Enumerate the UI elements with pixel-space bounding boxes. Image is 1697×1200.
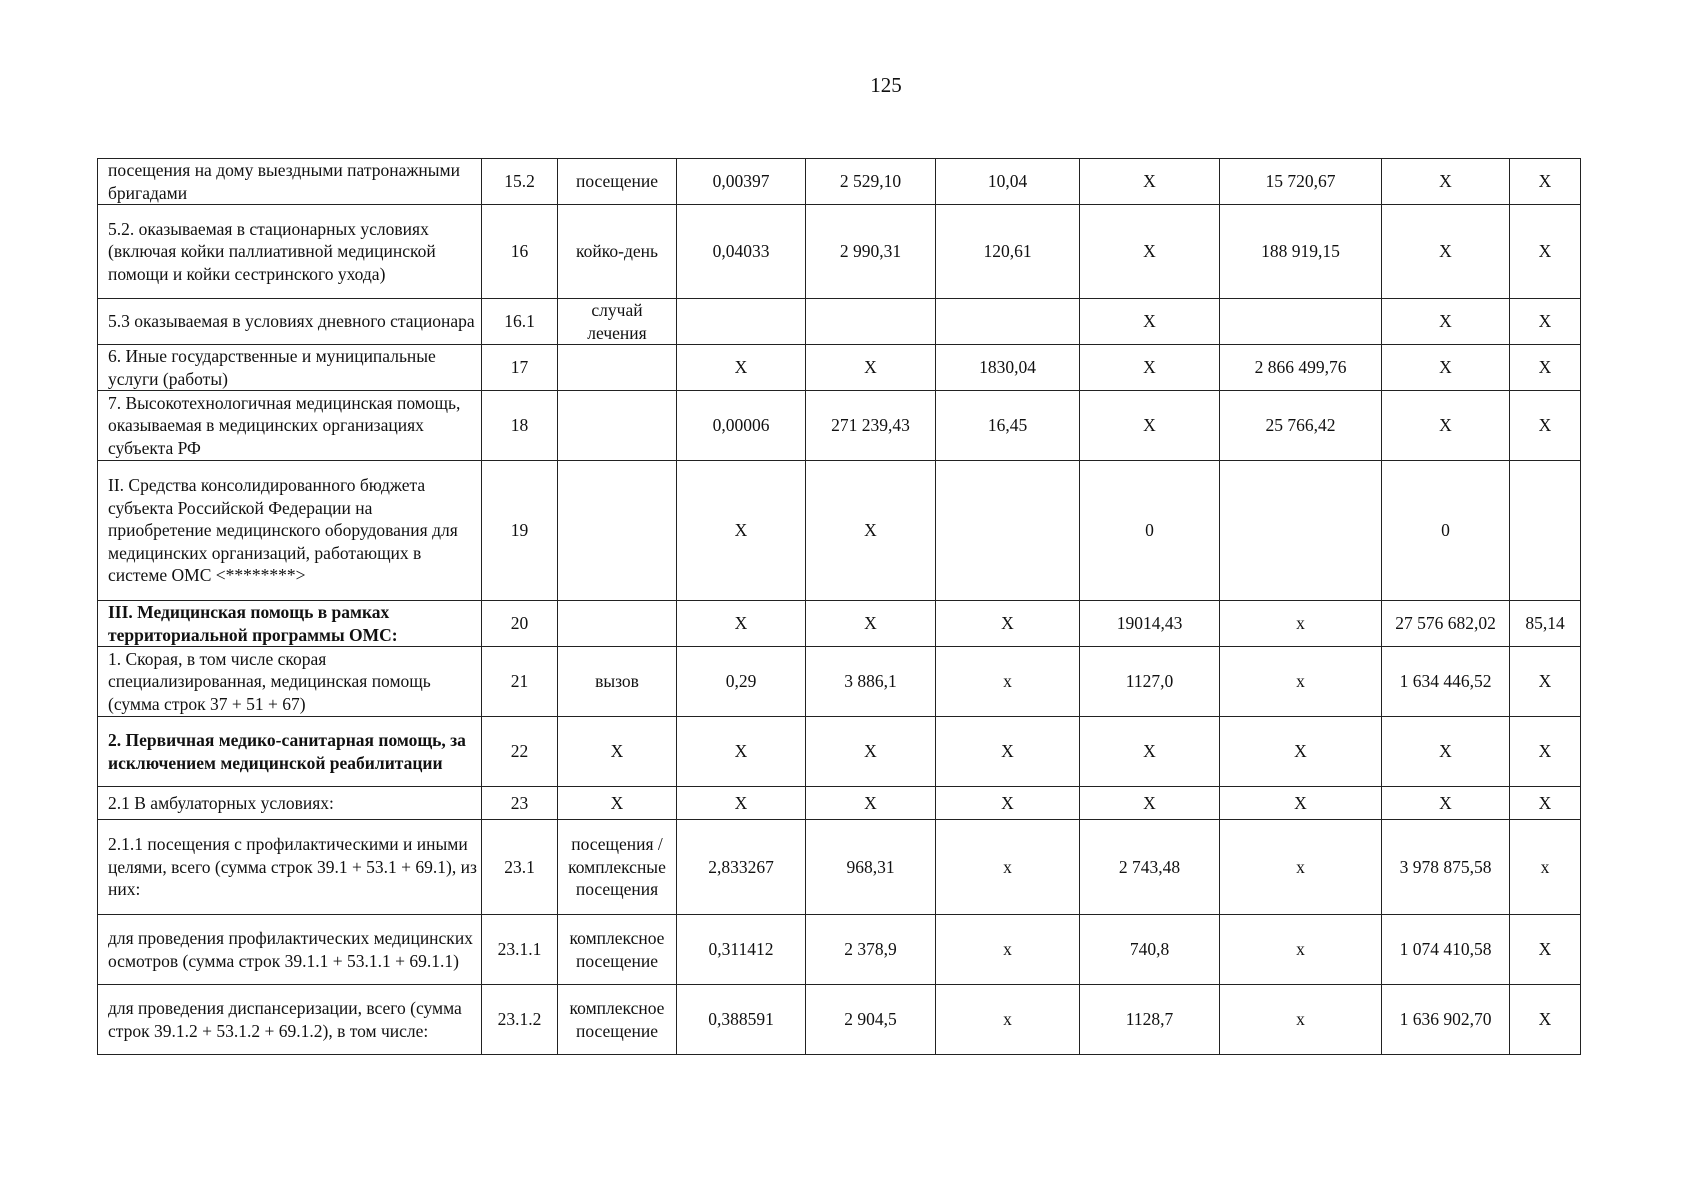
row-normative: Х: [936, 717, 1080, 787]
row-cost: 2 529,10: [806, 159, 936, 205]
row-volume: 0,00397: [677, 159, 806, 205]
row-name: 5.3 оказываемая в условиях дневного стационара: [98, 299, 482, 345]
row-cost: [806, 299, 936, 345]
row-budget-cost: 1128,7: [1080, 985, 1220, 1055]
row-code: 20: [482, 601, 558, 647]
row-name: 5.2. оказываемая в стационарных условиях (включая койки паллиативной медицинской помощи и койки сестринского ухода): [98, 205, 482, 299]
row-volume: 0,388591: [677, 985, 806, 1055]
row-budget-cost: 1127,0: [1080, 647, 1220, 717]
row-percent: Х: [1510, 915, 1581, 985]
row-percent: 85,14: [1510, 601, 1581, 647]
row-name: для проведения профилактических медицинских осмотров (сумма строк 39.1.1 + 53.1.1 + 69.1.1): [98, 915, 482, 985]
row-oms-cost: 2 866 499,76: [1220, 345, 1382, 391]
row-unit: койко-день: [558, 205, 677, 299]
row-oms-cost: 25 766,42: [1220, 391, 1382, 461]
row-budget-cost: Х: [1080, 345, 1220, 391]
row-total: Х: [1382, 205, 1510, 299]
table-row: [98, 915, 1581, 985]
row-name: 7. Высокотехнологичная медицинская помощь, оказываемая в медицинских организациях субъекта РФ: [98, 391, 482, 461]
table-row: [98, 985, 1581, 1055]
row-volume: 2,833267: [677, 820, 806, 915]
row-volume: 0,04033: [677, 205, 806, 299]
row-oms-cost: х: [1220, 601, 1382, 647]
row-cost: Х: [806, 461, 936, 601]
row-budget-cost: Х: [1080, 205, 1220, 299]
row-volume: Х: [677, 461, 806, 601]
row-oms-cost: Х: [1220, 717, 1382, 787]
row-percent: Х: [1510, 985, 1581, 1055]
table-row: [98, 299, 1581, 345]
row-budget-cost: Х: [1080, 299, 1220, 345]
row-unit: Х: [558, 787, 677, 820]
row-oms-cost: [1220, 299, 1382, 345]
row-budget-cost: 19014,43: [1080, 601, 1220, 647]
row-cost: 2 378,9: [806, 915, 936, 985]
row-name: для проведения диспансеризации, всего (сумма строк 39.1.2 + 53.1.2 + 69.1.2), в том числе:: [98, 985, 482, 1055]
row-volume: 0,311412: [677, 915, 806, 985]
row-volume: 0,29: [677, 647, 806, 717]
row-total: Х: [1382, 299, 1510, 345]
row-cost: 968,31: [806, 820, 936, 915]
row-name: II. Средства консолидированного бюджета субъекта Российской Федерации на приобретение медицинского оборудования для медицинских организаций, работающих в системе ОМС <********>: [98, 461, 482, 601]
row-code: 16: [482, 205, 558, 299]
row-normative: 16,45: [936, 391, 1080, 461]
row-code: 15.2: [482, 159, 558, 205]
row-unit: комплексное посещение: [558, 915, 677, 985]
row-normative: 10,04: [936, 159, 1080, 205]
table-row: [98, 159, 1581, 205]
row-percent: Х: [1510, 717, 1581, 787]
row-total: Х: [1382, 345, 1510, 391]
row-normative: Х: [936, 787, 1080, 820]
row-normative: х: [936, 985, 1080, 1055]
row-name: 2.1.1 посещения с профилактическими и иными целями, всего (сумма строк 39.1 + 53.1 + 69.1), из них:: [98, 820, 482, 915]
row-code: 23.1.2: [482, 985, 558, 1055]
row-total: 3 978 875,58: [1382, 820, 1510, 915]
row-unit: посещение: [558, 159, 677, 205]
row-code: 23.1: [482, 820, 558, 915]
row-name: 2. Первичная медико-санитарная помощь, за исключением медицинской реабилитации: [98, 717, 482, 787]
row-cost: Х: [806, 717, 936, 787]
row-cost: 2 990,31: [806, 205, 936, 299]
row-name: 1. Скорая, в том числе скорая специализированная, медицинская помощь (сумма строк 37 + 51 + 67): [98, 647, 482, 717]
row-percent: х: [1510, 820, 1581, 915]
row-total: Х: [1382, 159, 1510, 205]
row-normative: х: [936, 647, 1080, 717]
table-row: [98, 345, 1581, 391]
row-budget-cost: 0: [1080, 461, 1220, 601]
row-total: Х: [1382, 391, 1510, 461]
row-unit: Х: [558, 717, 677, 787]
row-name: 2.1 В амбулаторных условиях:: [98, 787, 482, 820]
row-total: 1 636 902,70: [1382, 985, 1510, 1055]
row-volume: Х: [677, 717, 806, 787]
data-table: [97, 158, 1581, 1055]
table-row: [98, 820, 1581, 915]
row-code: 22: [482, 717, 558, 787]
row-code: 16.1: [482, 299, 558, 345]
row-cost: Х: [806, 787, 936, 820]
row-oms-cost: 15 720,67: [1220, 159, 1382, 205]
row-name: посещения на дому выездными патронажными бригадами: [98, 159, 482, 205]
row-total: Х: [1382, 717, 1510, 787]
row-cost: 2 904,5: [806, 985, 936, 1055]
row-total: 27 576 682,02: [1382, 601, 1510, 647]
table-row: [98, 647, 1581, 717]
row-oms-cost: 188 919,15: [1220, 205, 1382, 299]
row-volume: Х: [677, 787, 806, 820]
row-total: 1 634 446,52: [1382, 647, 1510, 717]
row-oms-cost: х: [1220, 647, 1382, 717]
table-row: [98, 205, 1581, 299]
row-volume: [677, 299, 806, 345]
row-normative: [936, 299, 1080, 345]
table-row: [98, 717, 1581, 787]
row-code: 23.1.1: [482, 915, 558, 985]
row-normative: [936, 461, 1080, 601]
row-total: 1 074 410,58: [1382, 915, 1510, 985]
row-unit: [558, 345, 677, 391]
row-percent: Х: [1510, 299, 1581, 345]
row-oms-cost: х: [1220, 915, 1382, 985]
row-budget-cost: Х: [1080, 159, 1220, 205]
row-percent: Х: [1510, 345, 1581, 391]
row-cost: Х: [806, 345, 936, 391]
row-cost: 3 886,1: [806, 647, 936, 717]
table-row: [98, 601, 1581, 647]
row-percent: Х: [1510, 787, 1581, 820]
row-total: Х: [1382, 787, 1510, 820]
row-unit: вызов: [558, 647, 677, 717]
row-oms-cost: Х: [1220, 787, 1382, 820]
page-number: 125: [870, 73, 902, 97]
row-total: 0: [1382, 461, 1510, 601]
row-budget-cost: Х: [1080, 787, 1220, 820]
row-unit: случай лечения: [558, 299, 677, 345]
row-name: 6. Иные государственные и муниципальные услуги (работы): [98, 345, 482, 391]
row-code: 23: [482, 787, 558, 820]
row-code: 18: [482, 391, 558, 461]
row-budget-cost: Х: [1080, 391, 1220, 461]
row-unit: [558, 461, 677, 601]
row-percent: [1510, 461, 1581, 601]
row-code: 19: [482, 461, 558, 601]
row-oms-cost: х: [1220, 985, 1382, 1055]
row-volume: 0,00006: [677, 391, 806, 461]
row-normative: 1830,04: [936, 345, 1080, 391]
row-cost: Х: [806, 601, 936, 647]
table-row: [98, 787, 1581, 820]
table-row: [98, 391, 1581, 461]
row-unit: [558, 601, 677, 647]
row-name: III. Медицинская помощь в рамках территориальной программы ОМС:: [98, 601, 482, 647]
row-volume: Х: [677, 345, 806, 391]
row-unit: комплексное посещение: [558, 985, 677, 1055]
row-oms-cost: [1220, 461, 1382, 601]
row-percent: Х: [1510, 647, 1581, 717]
row-percent: Х: [1510, 391, 1581, 461]
row-unit: посещения /комплексные посещения: [558, 820, 677, 915]
table-row: [98, 461, 1581, 601]
row-normative: Х: [936, 601, 1080, 647]
row-normative: 120,61: [936, 205, 1080, 299]
row-percent: Х: [1510, 159, 1581, 205]
row-code: 21: [482, 647, 558, 717]
row-normative: х: [936, 915, 1080, 985]
row-volume: Х: [677, 601, 806, 647]
row-budget-cost: 740,8: [1080, 915, 1220, 985]
row-budget-cost: 2 743,48: [1080, 820, 1220, 915]
row-code: 17: [482, 345, 558, 391]
row-oms-cost: х: [1220, 820, 1382, 915]
row-percent: Х: [1510, 205, 1581, 299]
row-normative: х: [936, 820, 1080, 915]
row-cost: 271 239,43: [806, 391, 936, 461]
row-unit: [558, 391, 677, 461]
row-budget-cost: Х: [1080, 717, 1220, 787]
